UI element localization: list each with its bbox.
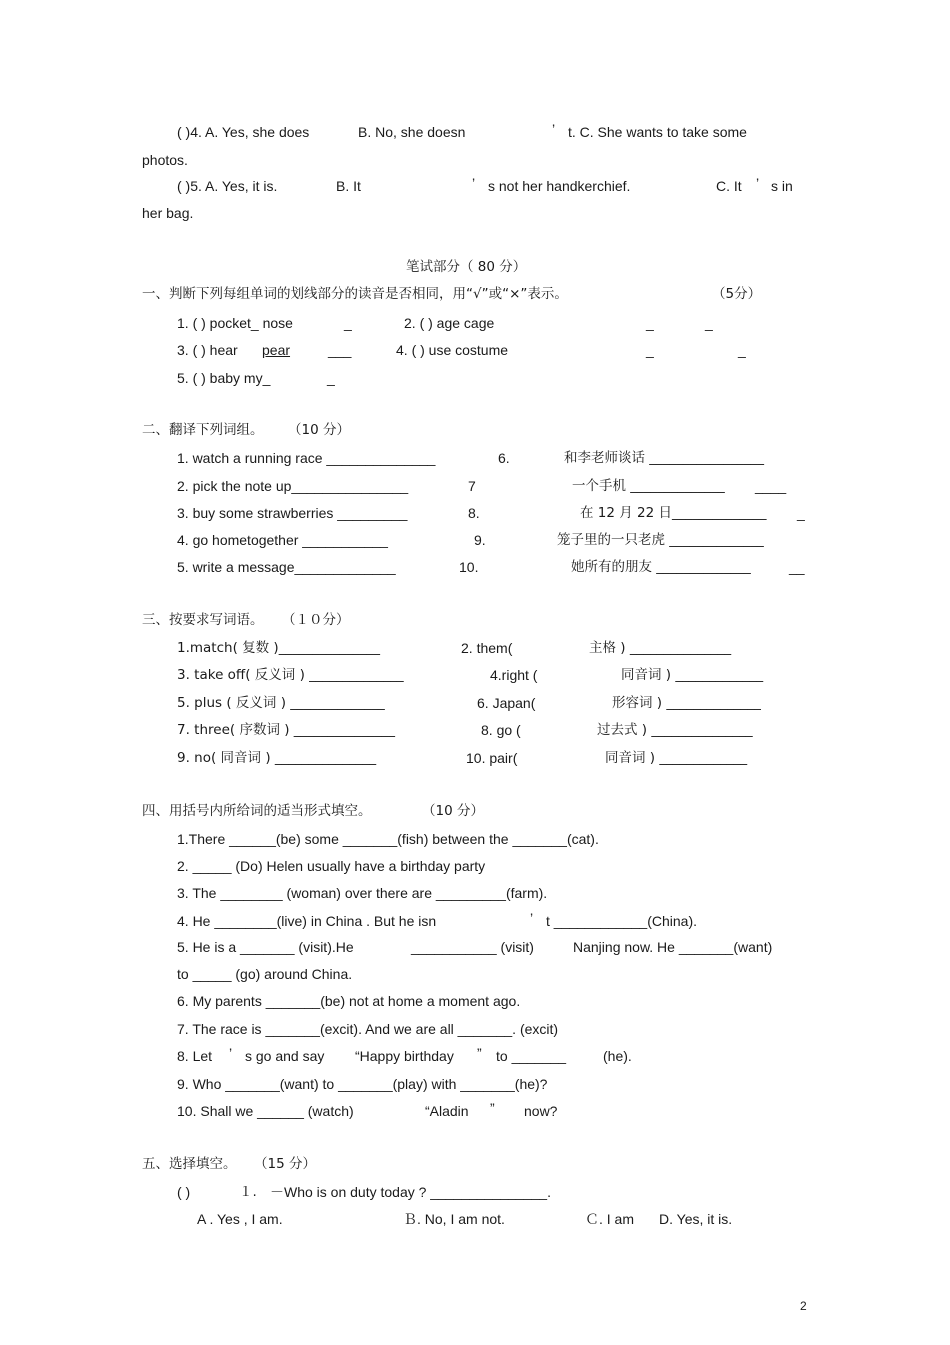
part5-q1-option-d: D. Yes, it is. [659,1211,733,1227]
part1-item-3-blank: ___ [328,342,352,358]
part4-line-7: 7. The race is _______(excit). And we are all _______. (excit) [177,1021,559,1037]
part2-left-1: 1. watch a running race ______________ [177,450,436,466]
q5-option-c: C. It [716,178,742,194]
part4-line-5-mid: ___________ (visit) [411,939,534,955]
part4-line-8-close-quote: ” [477,1045,482,1061]
part4-line-1: 1.There ______(be) some _______(fish) between the _______(cat). [177,831,599,847]
q5-option-b: B. It [336,178,361,194]
part1-item-4: 4. ( ) use costume [396,342,509,358]
part5-q1-option-a: A . Yes , I am. [197,1211,283,1227]
part2-left-4: 4. go hometogether ___________ [177,532,388,548]
part1-item-5-blank: _ [327,370,335,386]
part3-left-2: 3. take off( 反义词 ) ______________ [177,667,404,683]
part1-item-5: 5. ( ) baby my_ [177,370,271,386]
part4-line-8-he: (he). [603,1048,632,1064]
part4-line-8-quote: “Happy birthday [355,1048,454,1064]
part5-q1-option-c: Ｃ. I am [585,1211,635,1227]
part2-right-5-tail: __ [789,559,805,575]
part4-line-4-apostrophe: ’ [530,910,534,926]
part4-line-9: 9. Who _______(want) to _______(play) with _______(he)? [177,1076,548,1092]
part2-right-3-tail: _ [797,505,805,521]
part5-q1-stem: －Who is on duty today ? _______________. [270,1184,551,1200]
part3-right-3-b: 形容词 ) ______________ [612,695,761,711]
part4-line-10-now: now? [524,1103,558,1119]
part1-item-4-blank: _ [646,342,654,358]
part3-right-3-a: 6. Japan( [477,695,536,711]
part2-num-7: 7 [468,478,476,494]
q5-continuation: her bag. [142,205,194,221]
part2-left-2: 2. pick the note up_______________ [177,478,409,494]
part5-q1-option-b: Ｂ. No, I am not. [403,1211,505,1227]
part3-right-5-b: 同音词 ) _____________ [605,750,748,766]
part2-num-10: 10. [459,559,479,575]
part3-right-1-a: 2. them( [461,640,513,656]
part1-item-3-underlined-word: pear [262,342,291,358]
part1-item-2-blank: _ [646,315,654,331]
part3-heading: 三、按要求写词语。 [142,612,264,628]
part2-left-3: 3. buy some strawberries _________ [177,505,408,521]
written-section-title: 笔试部分（ 80 分） [406,259,527,275]
part1-item-1: 1. ( ) pocket_ nose [177,315,293,331]
part2-score: （10 分） [288,422,350,438]
q4-option-c: t. C. She wants to take some [568,124,747,140]
part2-right-5: 她所有的朋友 ______________ [571,559,751,575]
part1-heading: 一、判断下列每组单词的划线部分的读音是否相同，用“√”或“×”表示。 [142,286,568,302]
q5-apostrophe: ’ [472,175,476,191]
part3-right-2-b: 同音词 ) _____________ [621,667,764,683]
part3-left-3: 5. plus ( 反义词 ) ______________ [177,695,385,711]
part1-item-2: 2. ( ) age cage [404,315,495,331]
part1-item-1-blank: _ [344,315,352,331]
q5-option-c-rest: s in [771,178,793,194]
part4-line-2: 2. _____ (Do) Helen usually have a birthday party [177,858,486,874]
part3-right-4-b: 过去式 ) _______________ [597,722,753,738]
part4-line-8: 8. Let [177,1048,213,1064]
part4-heading: 四、用括号内所给词的适当形式填空。 [142,803,372,819]
part3-left-5: 9. no( 同音词 ) _______________ [177,750,377,766]
part4-line-4: 4. He ________(live) in China . But he isn [177,913,437,929]
part2-right-3: 在 12 月 22 日______________ [580,505,767,521]
part5-q1-number: １. [239,1184,257,1200]
q4-continuation: photos. [142,152,188,168]
part5-score: （15 分） [254,1156,316,1172]
part4-line-5-end: Nanjing now. He _______(want) [573,939,773,955]
part4-line-6: 6. My parents _______(be) not at home a moment ago. [177,993,521,1009]
part4-line-4-rest: t ____________(China). [546,913,698,929]
part2-right-2: 一个手机 ______________ [572,478,725,494]
part1-item-3: 3. ( ) hear [177,342,238,358]
part3-right-4-a: 8. go ( [481,722,521,738]
part1-item-2-blank-2: _ [705,315,713,331]
part4-line-10: 10. Shall we ______ (watch) [177,1103,354,1119]
part2-num-9: 9. [474,532,486,548]
page-number: 2 [800,1299,807,1313]
part2-left-5: 5. write a message_____________ [177,559,396,575]
part4-line-8-to: to _______ [496,1048,567,1064]
part2-num-6: 6. [498,450,510,466]
q4-line: ( )4. A. Yes, she does [177,124,310,140]
part4-line-10-close-quote: ” [490,1100,495,1116]
part2-right-1: 和李老师谈话 _________________ [564,450,765,466]
part2-num-8: 8. [468,505,480,521]
part2-right-2-tail: ____ [755,478,787,494]
part5-heading: 五、选择填空。 [142,1156,237,1172]
part4-line-5-continuation: to _____ (go) around China. [177,966,353,982]
part5-q1-paren: ( ) [177,1184,191,1200]
part4-line-8-apostrophe: ’ [229,1045,233,1061]
part1-item-4-blank-2: _ [738,342,746,358]
q5-option-b-rest: s not her handkerchief. [488,178,631,194]
part3-right-1-b: 主格 ) _______________ [589,640,732,656]
part3-score: （１０分） [282,612,350,628]
part4-score: （10 分） [422,803,484,819]
part4-line-5: 5. He is a _______ (visit).He [177,939,354,955]
part3-right-2-a: 4.right ( [490,667,538,683]
part2-heading: 二、翻译下列词组。 [142,422,264,438]
part3-left-1: 1.match( 复数 )_______________ [177,640,380,656]
part3-left-4: 7. three( 序数词 ) _______________ [177,722,396,738]
q4-apostrophe: ’ [552,121,556,137]
part4-line-3: 3. The ________ (woman) over there are _________(farm). [177,885,548,901]
part4-line-8-say: s go and say [245,1048,325,1064]
part2-right-4: 笼子里的一只老虎 ______________ [557,532,764,548]
part3-right-5-a: 10. pair( [466,750,518,766]
q5-apostrophe-2: ’ [756,175,760,191]
q4-option-b: B. No, she doesn [358,124,466,140]
part1-score: （5分） [712,286,762,302]
q5-line: ( )5. A. Yes, it is. [177,178,278,194]
part4-line-10-title: “Aladin [425,1103,469,1119]
